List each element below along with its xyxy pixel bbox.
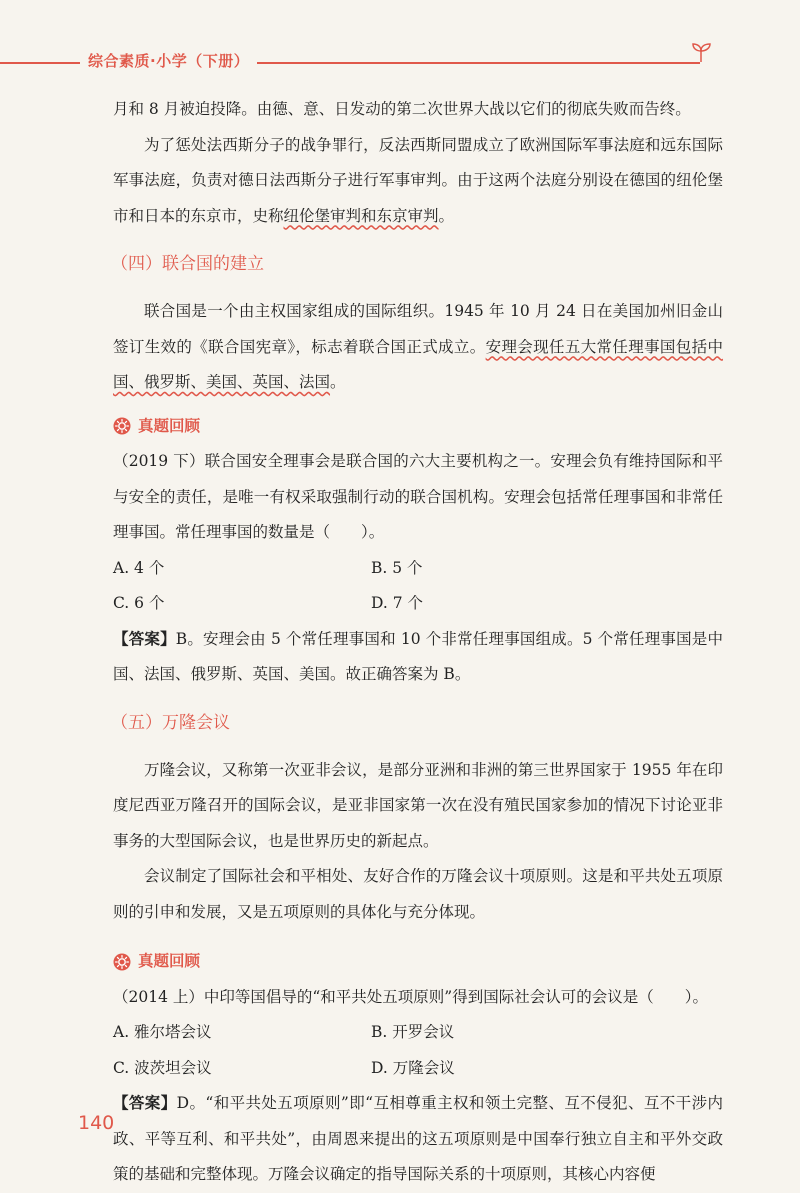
review-heading-label: 真题回顾 bbox=[138, 416, 201, 435]
answer-label: 【答案】 bbox=[113, 629, 176, 648]
sprout-icon bbox=[688, 40, 714, 66]
question-2: （2014 上）中印等国倡导的“和平共处五项原则”得到国际社会认可的会议是（ ）。 bbox=[113, 987, 708, 1006]
option-b: B. 5 个 bbox=[371, 558, 423, 577]
sun-icon bbox=[113, 953, 131, 971]
options-1 bbox=[113, 551, 723, 622]
answer-1: 【答案】B。安理会由 5 个常任理事国和 10 个非常任理事国组成。5 个常任理事国是中国、法国、俄罗斯、英国、美国。故正确答案为 B。 bbox=[113, 629, 723, 683]
page-body bbox=[113, 92, 723, 1193]
sun-icon bbox=[113, 417, 131, 435]
paragraph-bandung-1: 万隆会议，又称第一次亚非会议，是部分亚洲和非洲的第三世界国家于 1955 年在印度尼西亚万隆召开的国际会议，是亚非国家第一次在没有殖民国家参加的情况下讨论亚非事务的大型国际会议，也是世界历史的新起点。 bbox=[113, 760, 723, 850]
section-heading-bandung: （五）万隆会议 bbox=[111, 712, 230, 733]
review-heading-2 bbox=[113, 944, 723, 980]
review-heading-label: 真题回顾 bbox=[138, 952, 201, 970]
paragraph-bandung-2: 会议制定了国际社会和平相处、友好合作的万隆会议十项原则。这是和平共处五项原则的引申和发展，又是五项原则的具体化与充分体现。 bbox=[113, 867, 723, 921]
underlined-trials: 纽伦堡审判和东京审判 bbox=[283, 206, 439, 225]
option-c: C. 6 个 bbox=[113, 594, 165, 612]
running-header: 综合素质·小学（下册） bbox=[80, 50, 257, 71]
page-number: 140 bbox=[78, 1112, 115, 1134]
option-a: A. 雅尔塔会议 bbox=[113, 1023, 212, 1041]
options-2 bbox=[113, 1015, 723, 1086]
option-a: A. 4 个 bbox=[113, 558, 165, 577]
option-d: D. 7 个 bbox=[371, 594, 424, 612]
answer-label: 【答案】 bbox=[113, 1094, 177, 1112]
option-c: C. 波茨坦会议 bbox=[113, 1058, 212, 1077]
paragraph-un: 联合国是一个由主权国家组成的国际组织。1945 年 10 月 24 日在美国加州旧金山签订生效的《联合国宪章》，标志着联合国正式成立。安理会现任五大常任理事国包括中国、俄罗斯、美国、英国、法国。 bbox=[113, 302, 723, 391]
paragraph-ww2-end: 月和 8 月被迫投降。由德、意、日发动的第二次世界大战以它们的彻底失败而告终。 bbox=[113, 100, 691, 118]
option-b: B. 开罗会议 bbox=[371, 1023, 455, 1041]
answer-2: 【答案】D。“和平共处五项原则”即“互相尊重主权和领土完整、互不侵犯、互不干涉内政、平等互利、和平共处”，由周恩来提出的这五项原则是中国奉行独立自主和平外交政策的基础和完整体现。万隆会议确定的指导国际关系的十项原则，其核心内容便 bbox=[113, 1094, 723, 1183]
review-heading-1 bbox=[113, 409, 723, 445]
section-heading-un: （四）联合国的建立 bbox=[111, 254, 264, 274]
question-1: （2019 下）联合国安全理事会是联合国的六大主要机构之一。安理会负有维持国际和平与安全的责任，是唯一有权采取强制行动的联合国机构。安理会包括常任理事国和非常任理事国。常任理事国的数量是（ ）。 bbox=[113, 452, 723, 541]
paragraph-trials: 为了惩处法西斯分子的战争罪行，反法西斯同盟成立了欧洲国际军事法庭和远东国际军事法庭，负责对德日法西斯分子进行军事审判。由于这两个法庭分别设在德国的纽伦堡市和日本的东京市，史称纽伦堡审判和东京审判。 bbox=[113, 135, 723, 225]
option-d: D. 万隆会议 bbox=[371, 1058, 455, 1077]
underlined-security-council: 安理会现任五大常任理事国包括中国、俄罗斯、美国、英国、法国 bbox=[113, 337, 723, 391]
